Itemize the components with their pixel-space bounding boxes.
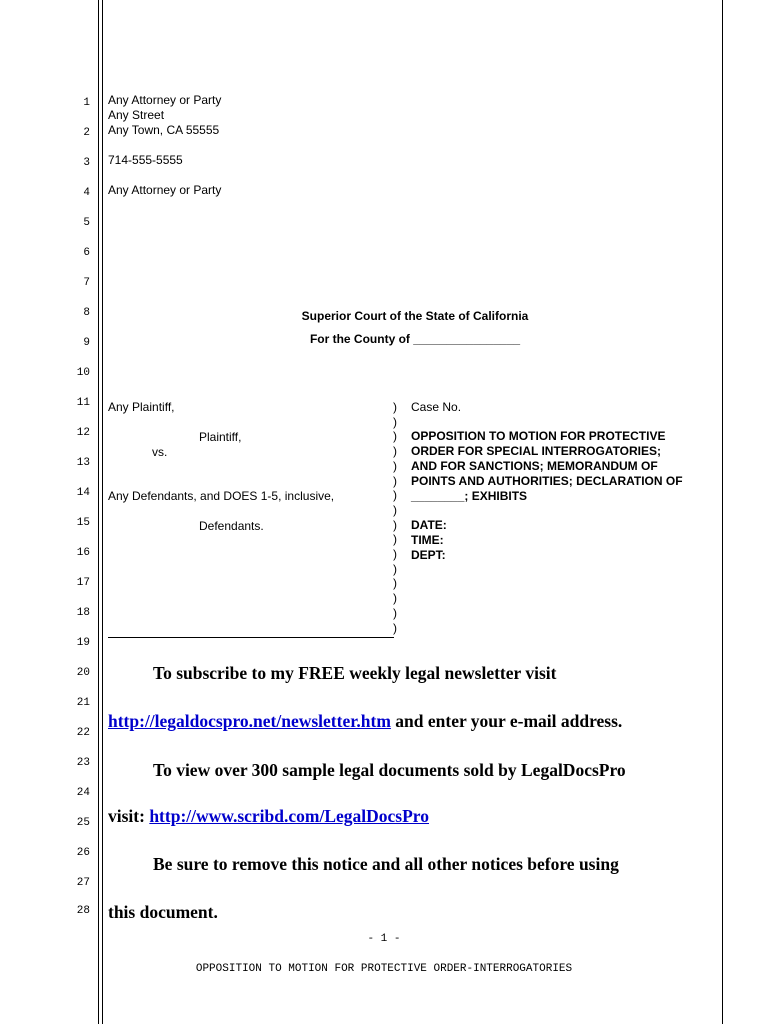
footer-title: OPPOSITION TO MOTION FOR PROTECTIVE ORDER-INTERROGATORIES (195, 963, 573, 975)
notice-newsletter-text: To subscribe to my FREE weekly legal newsletter visit (153, 663, 557, 683)
caption-bottom-rule (108, 637, 394, 638)
line-number: 11 (76, 397, 90, 409)
line-number: 6 (83, 247, 90, 259)
left-margin-rule-outer (98, 0, 99, 1024)
line-number: 20 (76, 667, 90, 679)
line-number: 24 (76, 787, 90, 799)
plaintiff-name: Any Plaintiff, (108, 400, 175, 414)
line-number: 16 (76, 547, 90, 559)
hearing-dept-label: DEPT: (411, 548, 446, 562)
visit-label: visit: (108, 806, 150, 826)
line-number: 25 (76, 817, 90, 829)
left-margin-rule-inner (102, 0, 103, 1024)
scribd-link[interactable]: http://www.scribd.com/LegalDocsPro (149, 806, 429, 826)
plaintiff-role: Plaintiff, (199, 430, 242, 444)
line-number: 27 (76, 877, 90, 889)
attorney-for: Any Attorney or Party (108, 183, 222, 197)
line-number: 21 (76, 697, 90, 709)
line-number: 10 (76, 367, 90, 379)
notice-email-text: and enter your e-mail address. (390, 711, 623, 731)
line-number: 14 (76, 487, 90, 499)
line-number: 23 (76, 757, 90, 769)
defendants-name: Any Defendants, and DOES 1-5, inclusive, (108, 489, 335, 503)
line-number: 12 (76, 427, 90, 439)
line-number: 22 (76, 727, 90, 739)
line-number: 1 (83, 97, 90, 109)
document-title-line: AND FOR SANCTIONS; MEMORANDUM OF (411, 459, 658, 473)
line-number: 19 (76, 637, 90, 649)
notice-newsletter-link-line (108, 711, 622, 732)
attorney-name: Any Attorney or Party (108, 93, 222, 107)
document-title-line: POINTS AND AUTHORITIES; DECLARATION OF (411, 474, 683, 488)
court-name: Superior Court of the State of California (301, 309, 529, 323)
line-number: 4 (83, 187, 90, 199)
attorney-street: Any Street (108, 108, 165, 122)
notice-samples-text: To view over 300 sample legal documents sold by LegalDocsPro (153, 760, 626, 780)
line-number: 7 (83, 277, 90, 289)
document-title-line: ________; EXHIBITS (411, 489, 528, 503)
versus-label: vs. (152, 445, 168, 459)
newsletter-link[interactable]: http://legaldocspro.net/newsletter.htm (108, 711, 391, 731)
court-county: For the County of ________________ (309, 332, 521, 346)
case-number-label: Case No. (411, 400, 462, 414)
line-number: 17 (76, 577, 90, 589)
line-number: 28 (76, 905, 90, 917)
line-number: 5 (83, 217, 90, 229)
line-number: 18 (76, 607, 90, 619)
attorney-phone: 714-555-5555 (108, 153, 183, 167)
line-number: 13 (76, 457, 90, 469)
hearing-date-label: DATE: (411, 518, 447, 532)
hearing-time-label: TIME: (411, 533, 444, 547)
line-number: 15 (76, 517, 90, 529)
defendants-role: Defendants. (199, 519, 264, 533)
line-number: 26 (76, 847, 90, 859)
document-title-line: ORDER FOR SPECIAL INTERROGATORIES; (411, 444, 662, 458)
line-number: 9 (83, 337, 90, 349)
caption-parenthesis-column: ) ) ) ) ) ) ) ) ) ) ) ) ) ) ) ) (393, 400, 397, 635)
attorney-city: Any Town, CA 55555 (108, 123, 220, 137)
notice-scribd-line (108, 806, 429, 827)
line-number: 2 (83, 127, 90, 139)
notice-remove-text: Be sure to remove this notice and all other notices before using (153, 854, 619, 874)
notice-remove-text-end: this document. (108, 902, 218, 922)
right-margin-rule (722, 0, 723, 1024)
line-number: 3 (83, 157, 90, 169)
document-title-line: OPPOSITION TO MOTION FOR PROTECTIVE (411, 429, 666, 443)
page-number: - 1 - (367, 933, 401, 945)
line-number: 8 (83, 307, 90, 319)
